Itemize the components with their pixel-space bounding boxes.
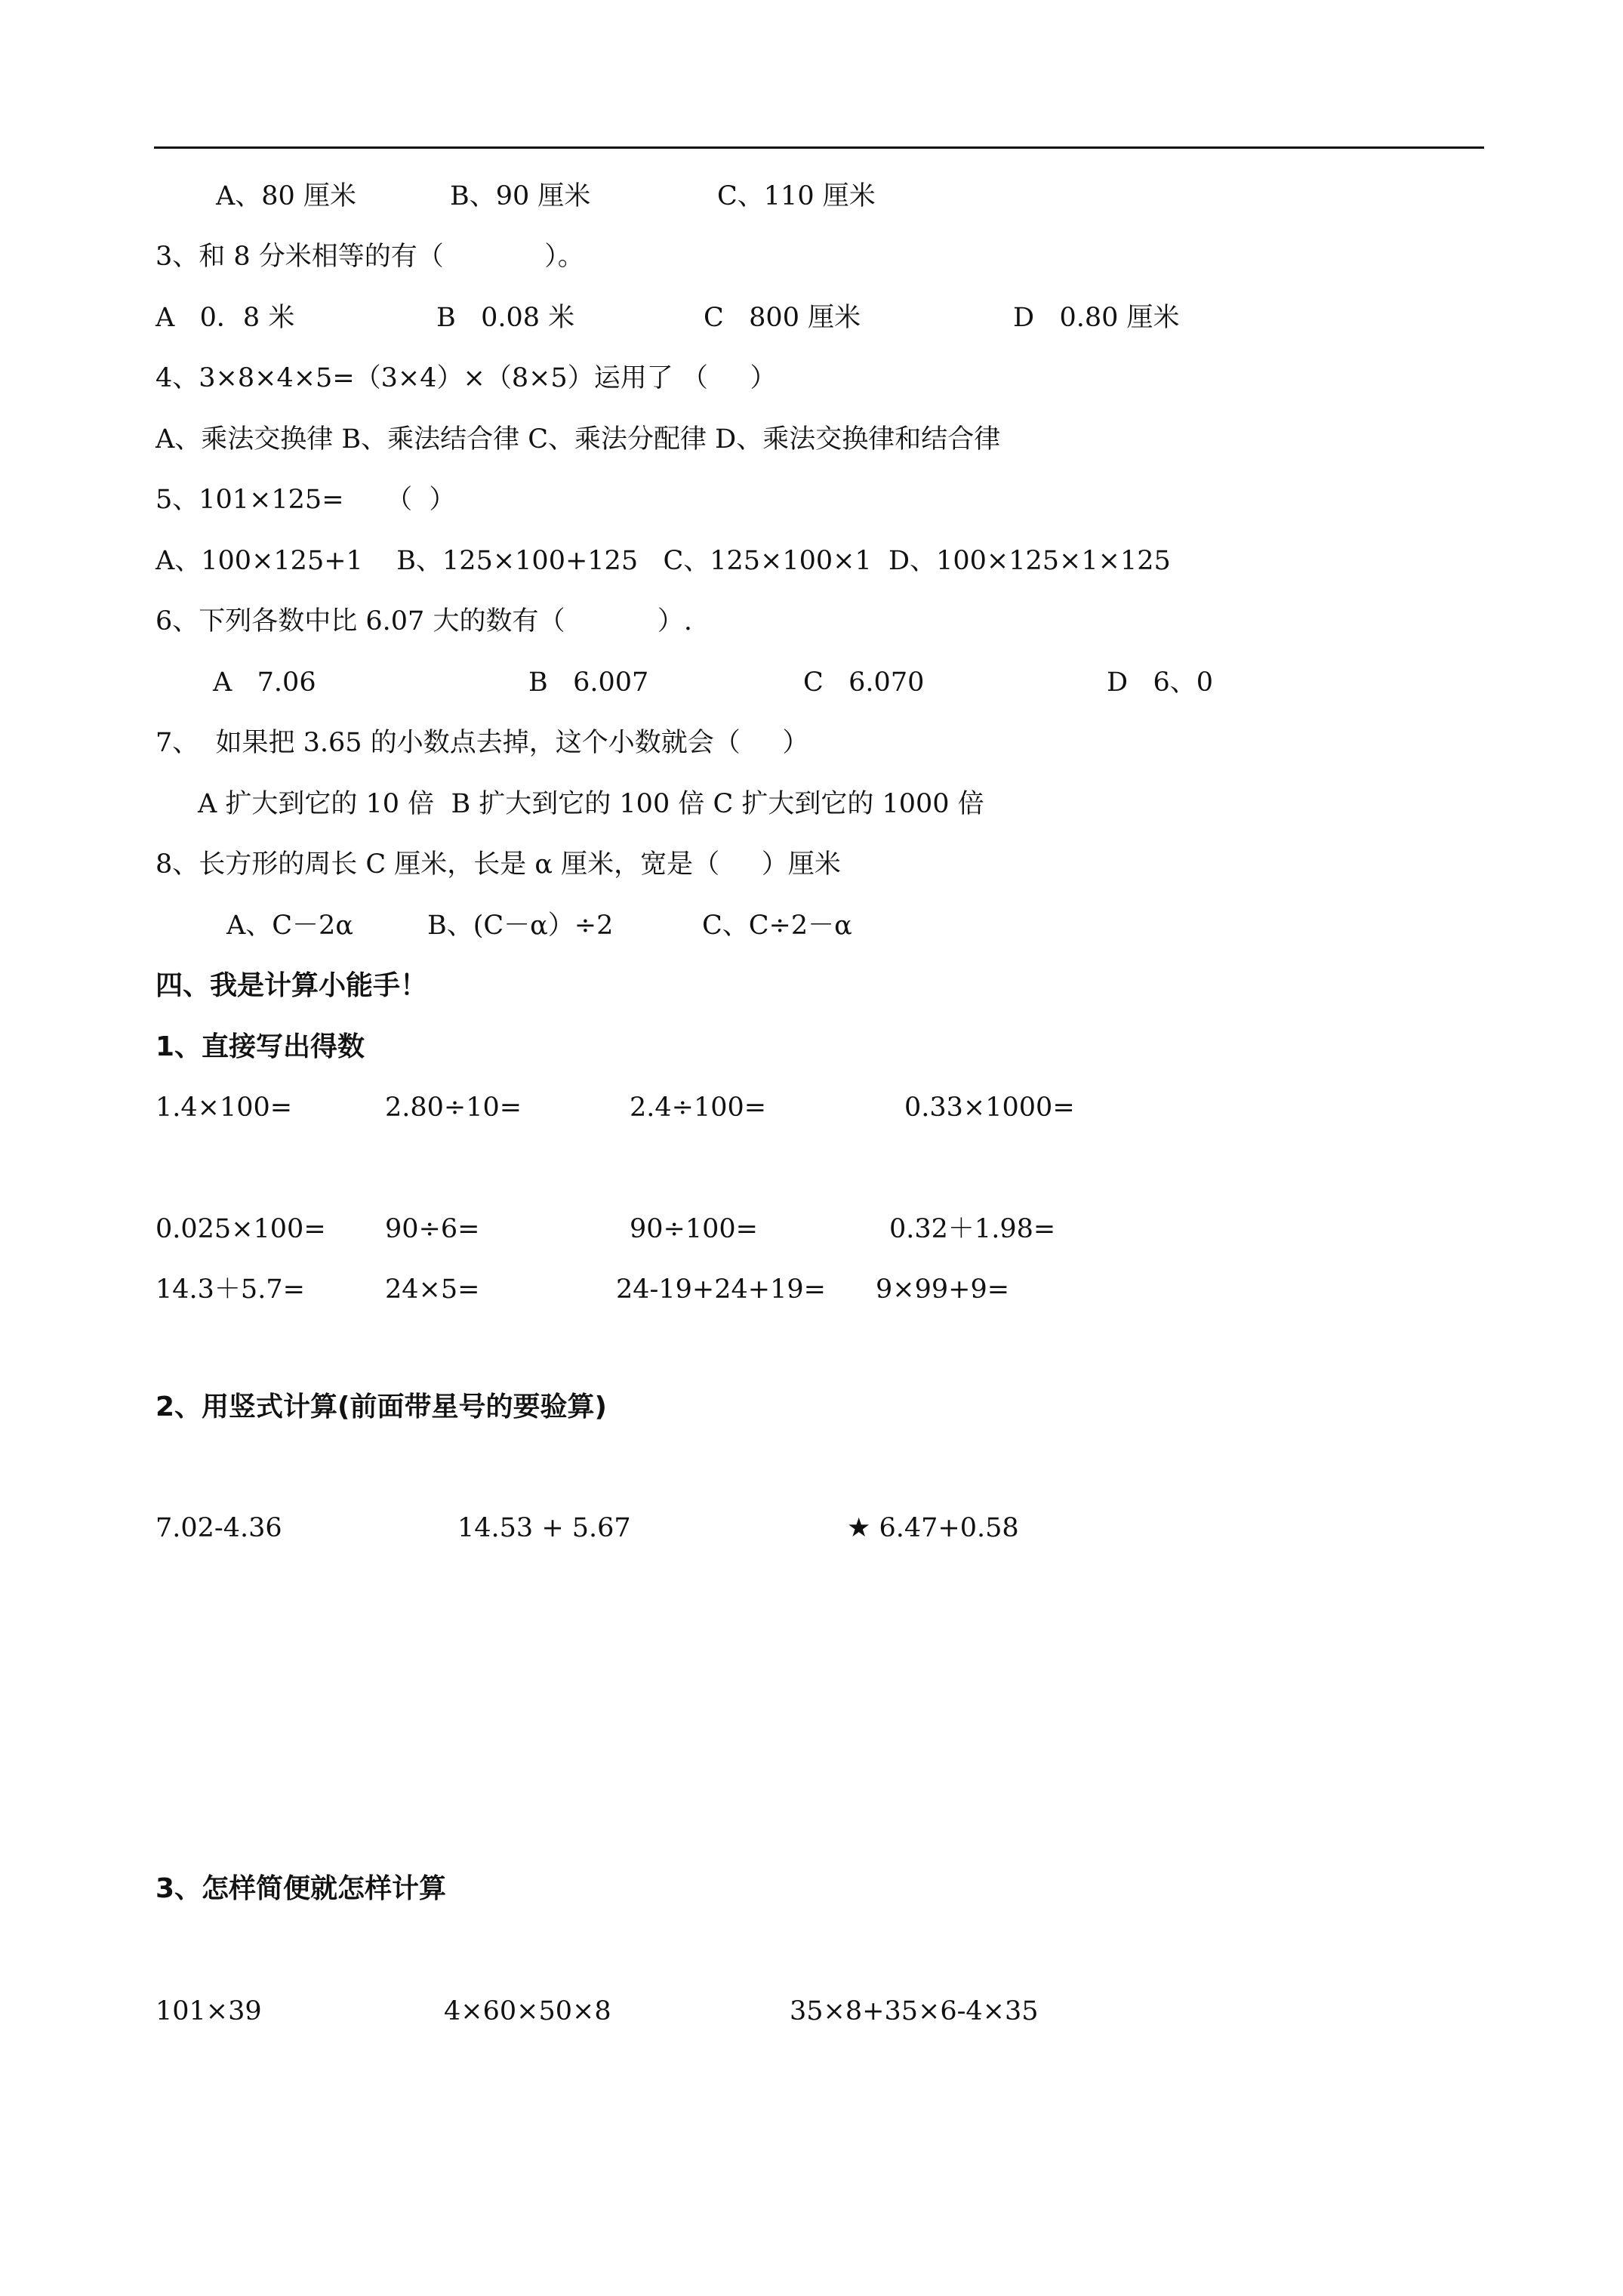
q6-option-c: C 6.070 (803, 667, 925, 698)
part1-title: 1、直接写出得数 (156, 1031, 365, 1062)
oral-calc-item: 0.32＋1.98= (889, 1214, 1056, 1244)
q6-option-a: A 7.06 (213, 667, 316, 698)
simplify-calc-item: 35×8+35×6-4×35 (790, 1996, 1039, 2026)
q6-option-d: D 6、0 (1107, 667, 1213, 698)
header-rule (154, 146, 1484, 149)
q7-stem: 7、 如果把 3.65 的小数点去掉，这个小数就会（ ） (156, 728, 809, 758)
oral-calc-item: 14.3＋5.7= (156, 1274, 305, 1305)
q4-stem: 4、3×8×4×5=（3×4）×（8×5）运用了 （ ） (156, 363, 777, 393)
q2-option-b: B、90 厘米 (450, 181, 591, 211)
q5-options: A、100×125+1 B、125×100+125 C、125×100×1 D、100×125×1×125 (156, 546, 1171, 576)
q3-option-d: D 0.80 厘米 (1013, 303, 1180, 333)
simplify-calc-item: 101×39 (156, 1996, 262, 2026)
oral-calc-item: 2.4÷100= (630, 1093, 767, 1123)
q7-options: A 扩大到它的 10 倍 B 扩大到它的 100 倍 C 扩大到它的 1000 倍 (198, 789, 984, 819)
oral-calc-item: 0.025×100= (156, 1214, 326, 1244)
simplify-calc-item: 4×60×50×8 (444, 1996, 611, 2026)
q8-stem: 8、长方形的周长 C 厘米，长是 α 厘米，宽是（ ）厘米 (156, 849, 841, 880)
part2-title: 2、用竖式计算(前面带星号的要验算) (156, 1391, 607, 1422)
oral-calc-item: 9×99+9= (876, 1274, 1010, 1305)
q3-option-a: A 0．8 米 (156, 303, 295, 333)
oral-calc-item: 24-19+24+19= (616, 1274, 826, 1305)
oral-calc-item: 1.4×100= (156, 1093, 293, 1123)
q8-option-b: B、(C－α）÷2 (427, 911, 614, 941)
section4-title: 四、我是计算小能手！ (156, 970, 428, 1001)
q3-stem: 3、和 8 分米相等的有（ ）。 (156, 242, 584, 272)
q3-option-c: C 800 厘米 (704, 303, 861, 333)
oral-calc-item: 0.33×1000= (904, 1093, 1075, 1123)
oral-calc-item: 90÷100= (630, 1214, 758, 1244)
oral-calc-item: 24×5= (385, 1274, 480, 1305)
q5-stem: 5、101×125= （ ） (156, 485, 456, 515)
q4-options: A、乘法交换律 B、乘法结合律 C、乘法分配律 D、乘法交换律和结合律 (156, 424, 1001, 455)
q8-option-c: C、C÷2－α (702, 911, 852, 941)
column-calc-item-starred: ★ 6.47+0.58 (847, 1513, 1019, 1543)
q6-option-b: B 6.007 (528, 667, 649, 698)
q3-option-b: B 0.08 米 (436, 303, 575, 333)
q2-option-c: C、110 厘米 (717, 181, 876, 211)
q6-stem: 6、下列各数中比 6.07 大的数有（ ）. (156, 606, 692, 636)
column-calc-item: 7.02-4.36 (156, 1513, 282, 1543)
oral-calc-item: 90÷6= (385, 1214, 480, 1244)
oral-calc-item: 2.80÷10= (385, 1093, 522, 1123)
q2-option-a: A、80 厘米 (216, 181, 356, 211)
column-calc-item: 14.53 + 5.67 (457, 1513, 631, 1543)
q8-option-a: A、C－2α (226, 911, 353, 941)
part3-title: 3、怎样简便就怎样计算 (156, 1873, 447, 1904)
